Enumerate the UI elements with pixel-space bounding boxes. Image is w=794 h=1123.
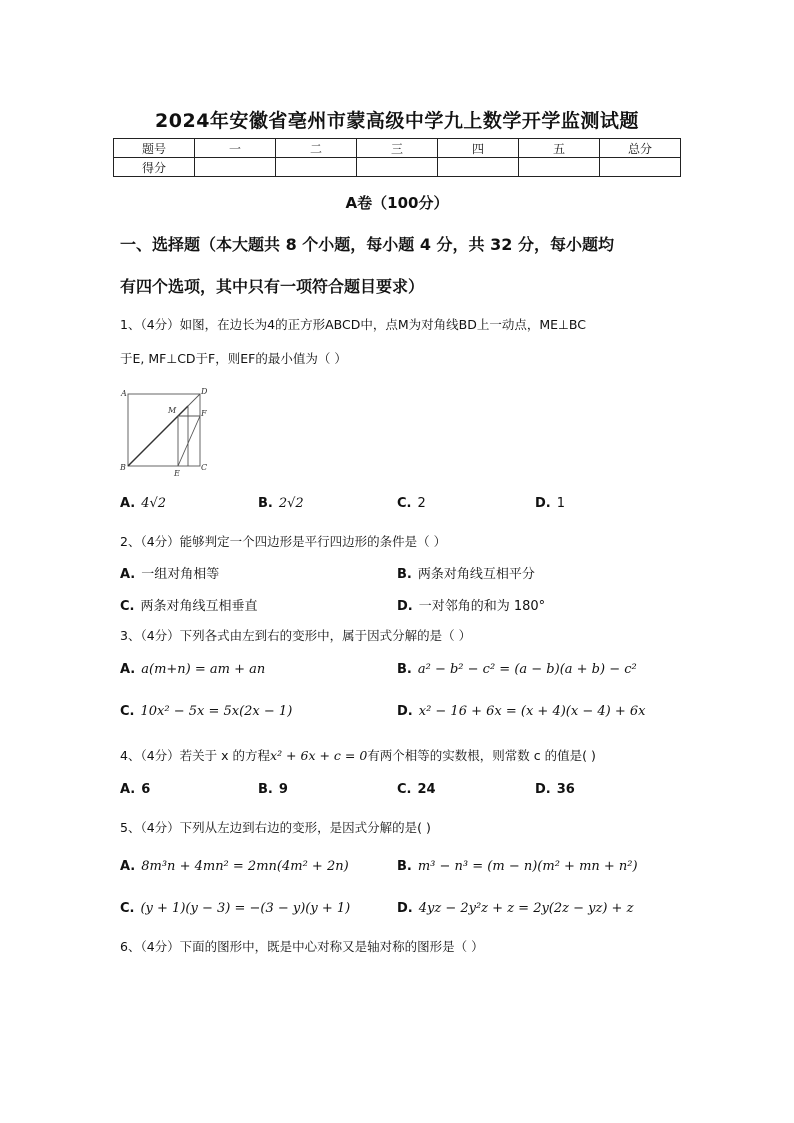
q1-option-b: B. 2√2 bbox=[258, 496, 304, 511]
q1-option-c: C. 2 bbox=[397, 496, 426, 511]
question-3: 3、（4分）下列各式由左到右的变形中，属于因式分解的是（ ） bbox=[120, 628, 472, 643]
q3-option-a: A. a(m+n) = am + an bbox=[120, 662, 266, 677]
q5-option-d: D. 4yz − 2y²z + z = 2y(2z − yz) + z bbox=[397, 901, 634, 916]
score-header-cell: 总分 bbox=[600, 139, 681, 158]
volume-heading: A卷（100分） bbox=[345, 194, 449, 212]
q4-option-b: B. 9 bbox=[258, 782, 288, 797]
q2-option-d: D. 一对邻角的和为 180° bbox=[397, 599, 546, 614]
q4-option-c: C. 24 bbox=[397, 782, 436, 797]
q3-option-d: D. x² − 16 + 6x = (x + 4)(x − 4) + 6x bbox=[397, 704, 646, 719]
q2-option-b: B. 两条对角线互相平分 bbox=[397, 567, 535, 582]
q4-equation: x² + 6x + c = 0 bbox=[270, 748, 368, 763]
score-header-cell: 二 bbox=[276, 139, 357, 158]
score-cell bbox=[357, 158, 438, 177]
score-cell bbox=[195, 158, 276, 177]
q5-option-c: C. (y + 1)(y − 3) = −(3 − y)(y + 1) bbox=[120, 901, 351, 916]
q4-option-a: A. 6 bbox=[120, 782, 151, 797]
question-5: 5、（4分）下列从左边到右边的变形，是因式分解的是( ) bbox=[120, 820, 431, 835]
score-table-header-row bbox=[114, 139, 681, 158]
q1-option-a: A. 4√2 bbox=[120, 496, 167, 511]
q5-option-b: B. m³ − n³ = (m − n)(m² + mn + n²) bbox=[397, 859, 638, 874]
question-4: 4、（4分）若关于 x 的方程x² + 6x + c = 0有两个相等的实数根，则常数 c 的值是( ) bbox=[120, 748, 596, 763]
score-cell bbox=[276, 158, 357, 177]
score-header-cell: 题号 bbox=[114, 139, 195, 158]
score-header-cell: 一 bbox=[195, 139, 276, 158]
label-a: A bbox=[121, 389, 127, 398]
score-table-score-row bbox=[114, 158, 681, 177]
segment-bm bbox=[128, 406, 188, 466]
score-cell bbox=[519, 158, 600, 177]
score-header-cell: 三 bbox=[357, 139, 438, 158]
score-header-cell: 四 bbox=[438, 139, 519, 158]
score-row-label: 得分 bbox=[114, 158, 195, 177]
exam-title: 2024年安徽省亳州市蒙高级中学九上数学开学监测试题 bbox=[155, 110, 639, 132]
question-2: 2、（4分）能够判定一个四边形是平行四边形的条件是（ ） bbox=[120, 534, 447, 549]
q5-option-a: A. 8m³n + 4mn² = 2mn(4m² + 2n) bbox=[120, 859, 349, 874]
section-heading-line2: 有四个选项，其中只有一项符合题目要求） bbox=[120, 277, 425, 296]
q4-option-d: D. 36 bbox=[535, 782, 575, 797]
score-cell bbox=[438, 158, 519, 177]
square-figure bbox=[118, 384, 210, 480]
q2-option-c: C. 两条对角线互相垂直 bbox=[120, 599, 258, 614]
label-b: B bbox=[120, 463, 126, 472]
question-6: 6、（4分）下面的图形中，既是中心对称又是轴对称的图形是（ ） bbox=[120, 939, 484, 954]
score-cell bbox=[600, 158, 681, 177]
label-m: M bbox=[168, 406, 177, 415]
segment-ef bbox=[178, 416, 200, 466]
label-c: C bbox=[201, 463, 208, 472]
question-prefix: 1、（4分） bbox=[120, 317, 180, 332]
q3-option-b: B. a² − b² − c² = (a − b)(a + b) − c² bbox=[397, 662, 637, 677]
q2-option-a: A. 一组对角相等 bbox=[120, 567, 220, 582]
label-f: F bbox=[201, 409, 207, 418]
section-heading-line1: 一、选择题（本大题共 8 个小题，每小题 4 分，共 32 分，每小题均 bbox=[120, 235, 614, 254]
question-1-line1 bbox=[120, 315, 680, 333]
q1-option-d: D. 1 bbox=[535, 496, 566, 511]
label-d: D bbox=[201, 387, 208, 396]
q3-option-c: C. 10x² − 5x = 5x(2x − 1) bbox=[120, 704, 293, 719]
question-1-line2: 于E, MF⊥CD于F，则EF的最小值为（ ） bbox=[120, 351, 347, 366]
question-text: 如图，在边长为4的正方形ABCD中，点M为对角线BD上一动点，ME⊥BC bbox=[179, 317, 587, 332]
label-e: E bbox=[174, 469, 180, 478]
score-header-cell: 五 bbox=[519, 139, 600, 158]
score-table bbox=[113, 138, 681, 177]
